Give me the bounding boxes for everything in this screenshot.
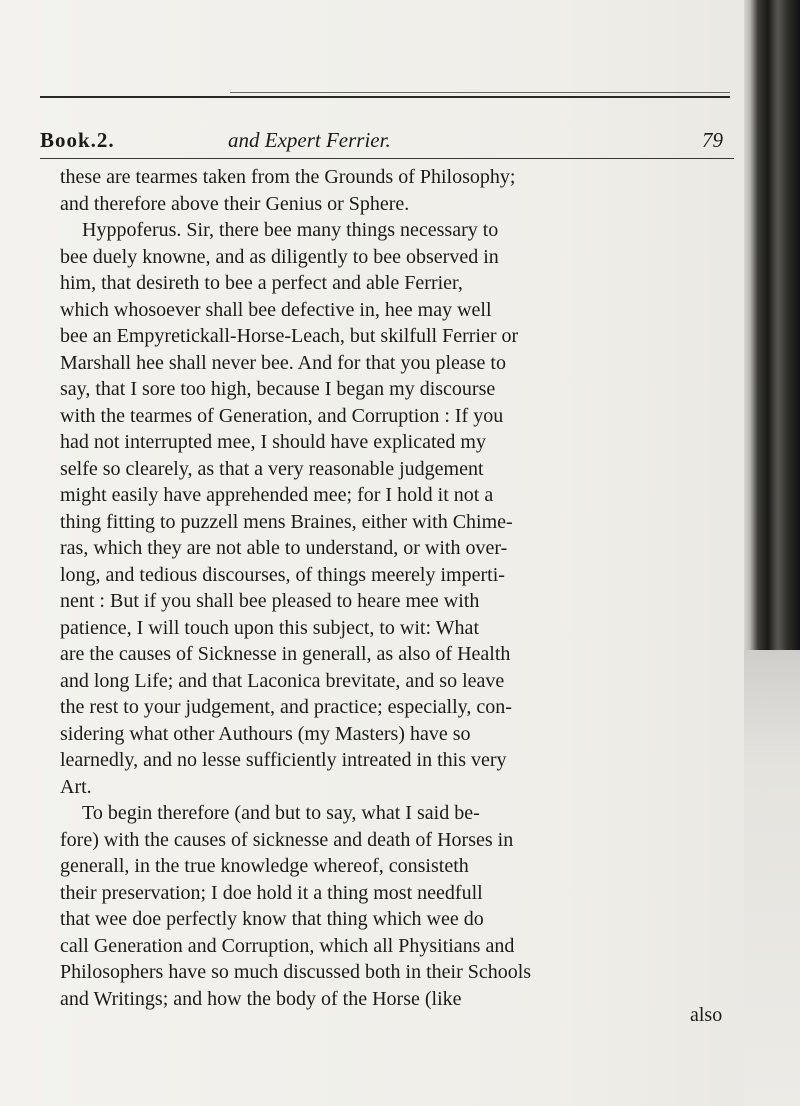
text-line: nent : But if you shall bee pleased to heare mee with — [60, 590, 480, 612]
text-line: might easily have apprehended mee; for I hold it not a — [60, 484, 494, 506]
text-line: long, and tedious discourses, of things meerely imperti- — [60, 563, 505, 586]
text-line: say, that I sore too high, because I began my discourse — [60, 378, 496, 400]
text-line: ras, which they are not able to understand, or with over- — [60, 537, 508, 559]
text-line: selfe so clearely, as that a very reasonable judgement — [60, 457, 484, 480]
text-line: Hyppoferus. Sir, there bee many things necessary to — [82, 219, 499, 241]
text-line: Philosophers have so much discussed both in their Schools — [60, 961, 532, 983]
page-header — [40, 128, 740, 158]
book-number: Book.2. — [40, 128, 115, 152]
text-line: with the tearmes of Generation, and Corruption : If you — [60, 404, 504, 427]
page-number: 79 — [702, 128, 723, 152]
text-line: patience, I will touch upon this subject, to wit: What — [60, 616, 479, 639]
text-line: and long Life; and that Laconica brevitate, and so leave — [60, 669, 505, 692]
text-line: him, that desireth to bee a perfect and able Ferrier, — [60, 272, 463, 294]
text-line: bee an Empyretickall-Horse-Leach, but skilfull Ferrier or — [60, 325, 519, 347]
text-line: their preservation; I doe hold it a thing most needfull — [60, 881, 483, 904]
text-line: bee duely knowne, and as diligently to bee observed in — [60, 245, 499, 268]
text-line: learnedly, and no lesse sufficiently intreated in this very — [60, 749, 507, 771]
text-line: the rest to your judgement, and practice; especially, con- — [60, 696, 512, 718]
text-line: call Generation and Corruption, which all Physitians and — [60, 934, 515, 957]
text-line: Art. — [60, 775, 92, 798]
top-rule — [40, 96, 730, 98]
running-title: and Expert Ferrier. — [228, 128, 391, 152]
text-line: are the causes of Sicknesse in generall, as also of Health — [60, 643, 511, 665]
text-line: and therefore above their Genius or Sphere. — [60, 192, 410, 215]
text-line: that wee doe perfectly know that thing which wee do — [60, 908, 484, 930]
text-line: To begin therefore (and but to say, what I said be- — [82, 802, 480, 824]
text-line: which whosoever shall bee defective in, hee may well — [60, 298, 492, 321]
top-rule-thin — [230, 92, 730, 93]
text-line: thing fitting to puzzell mens Braines, either with Chime- — [60, 510, 513, 533]
text-line: generall, in the true knowledge whereof, consisteth — [60, 855, 469, 877]
body-text — [60, 164, 736, 1012]
header-rule — [40, 158, 734, 159]
text-line: Marshall hee shall never bee. And for that you please to — [60, 351, 506, 374]
text-line: fore) with the causes of sicknesse and death of Horses in — [60, 828, 514, 851]
page-margin — [744, 650, 800, 1106]
text-line: and Writings; and how the body of the Horse (like — [60, 987, 462, 1010]
text-line: had not interrupted mee, I should have explicated my — [60, 431, 486, 453]
catchword: also — [690, 1004, 723, 1026]
text-line: these are tearmes taken from the Grounds of Philosophy; — [60, 166, 516, 188]
text-line: sidering what other Authours (my Masters) have so — [60, 722, 471, 745]
